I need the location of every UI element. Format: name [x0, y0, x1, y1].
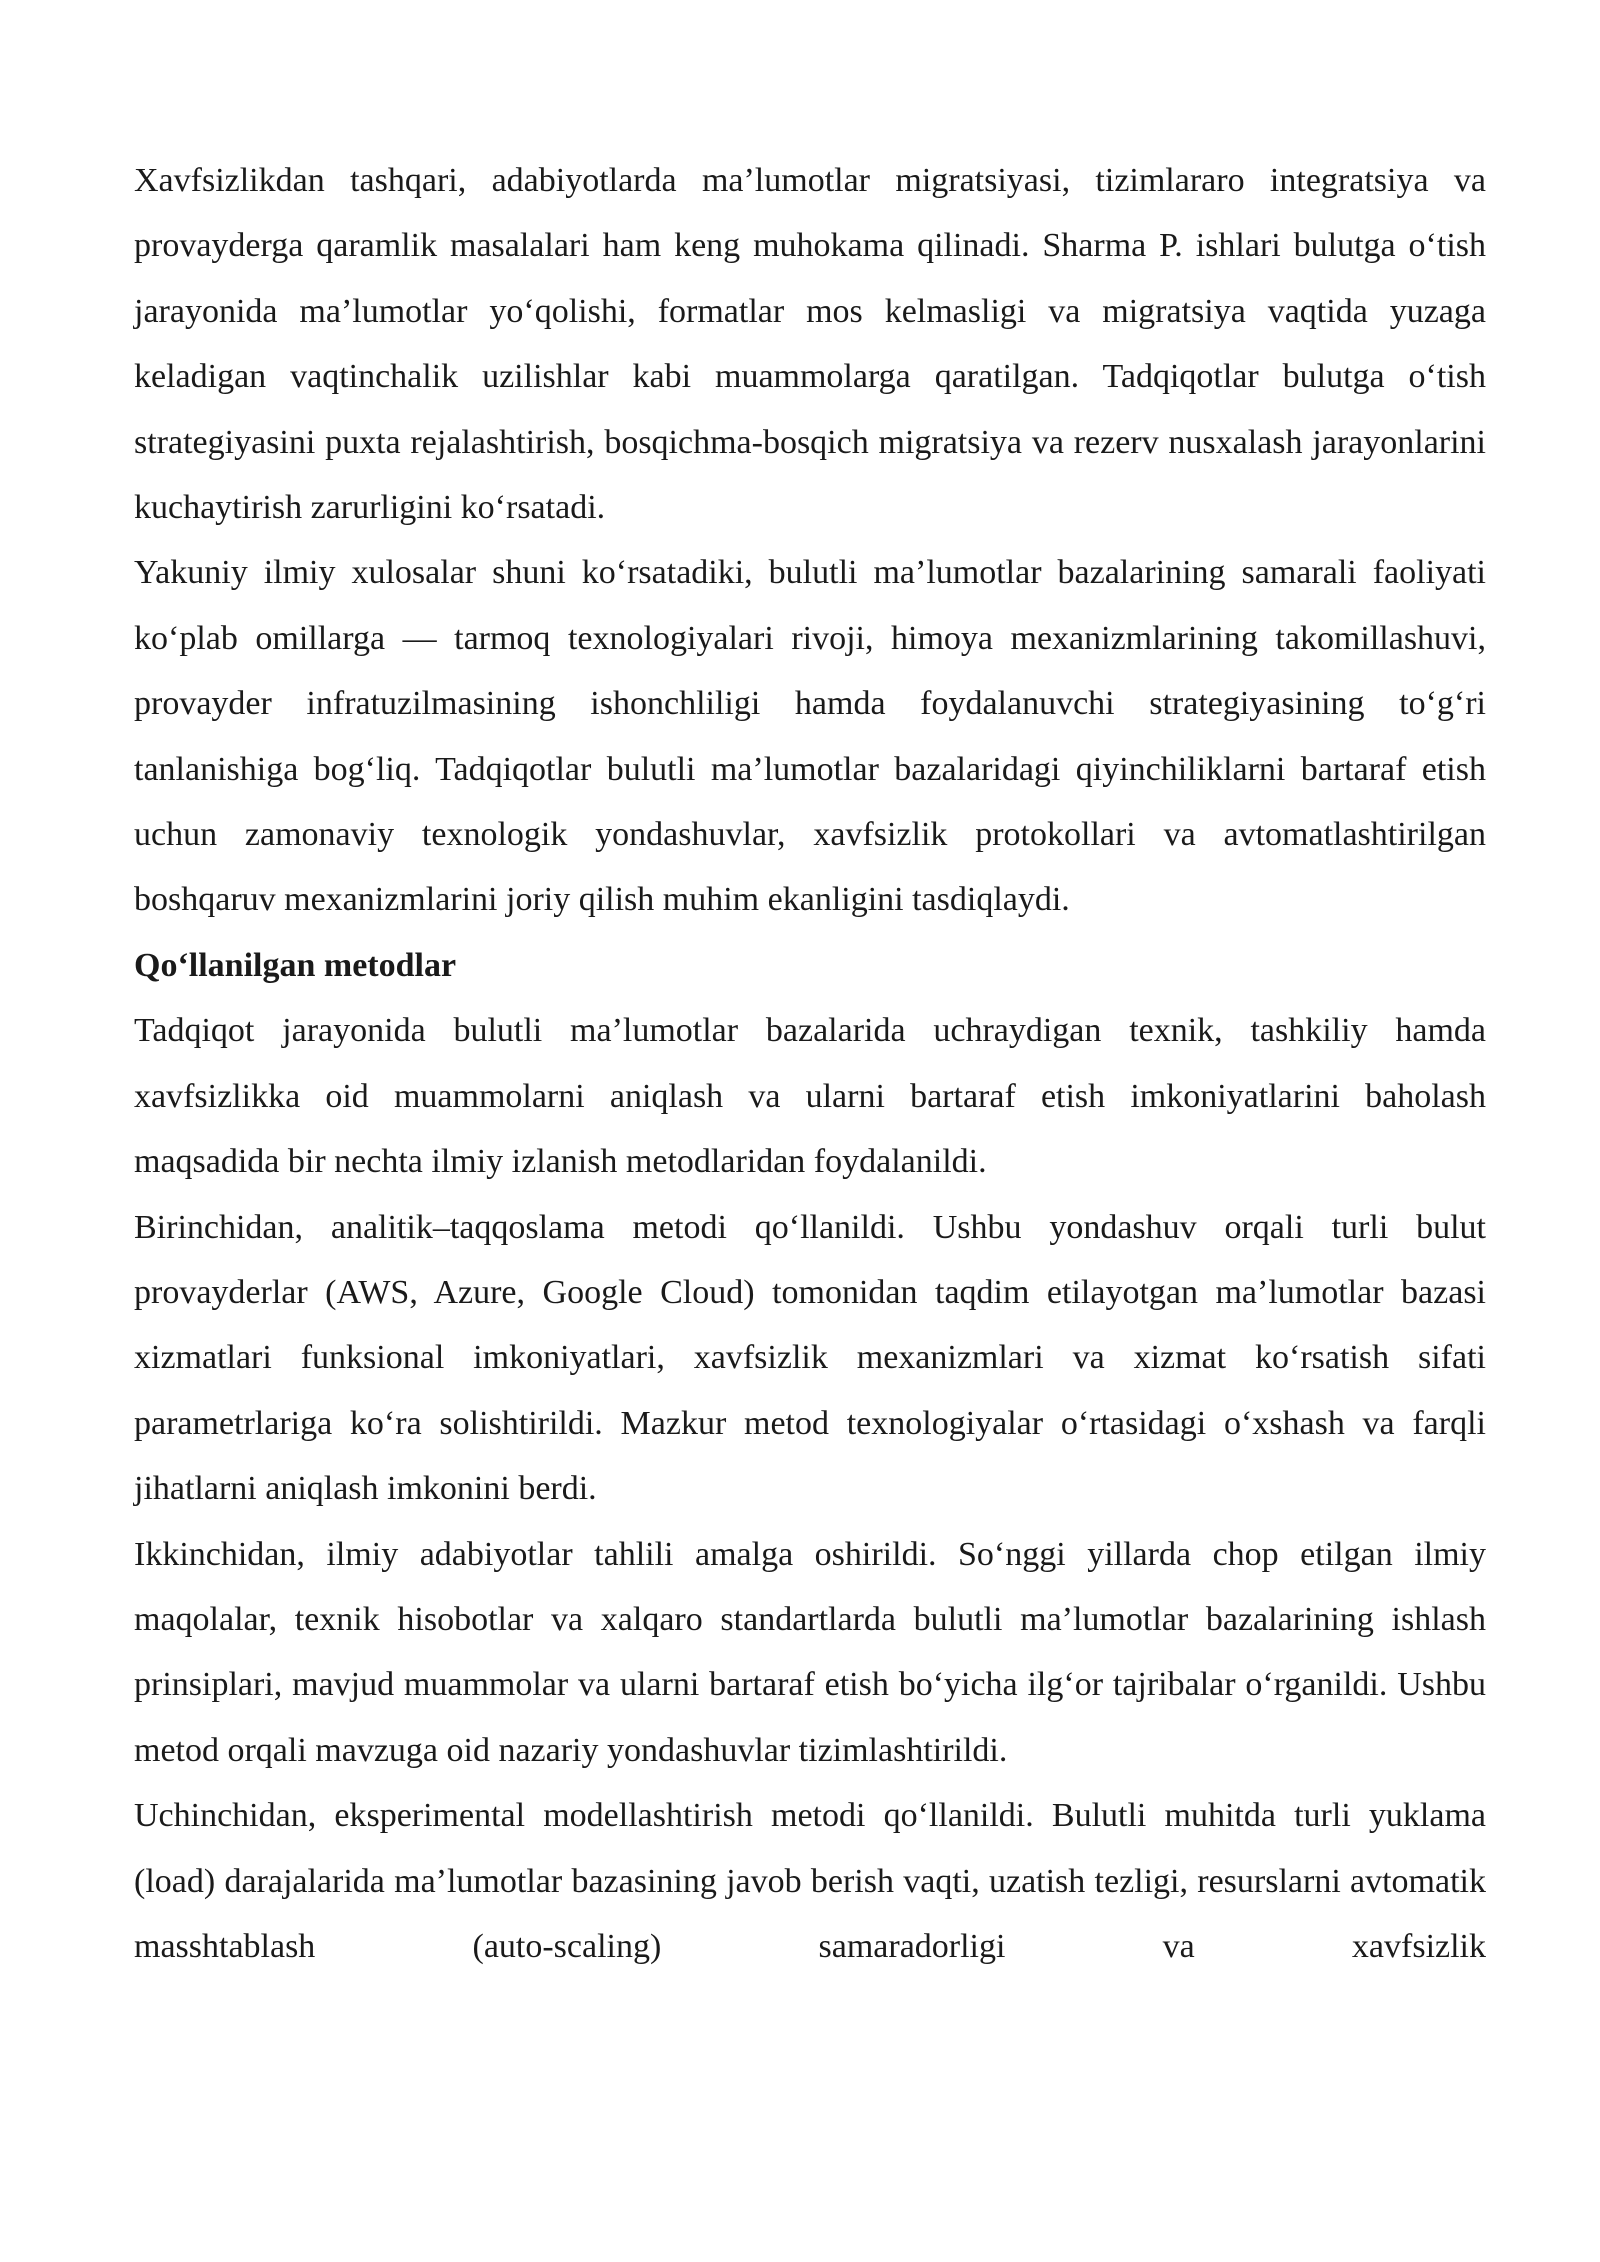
- document-body: [134, 148, 1486, 1979]
- paragraph-method-comparative: Birinchidan, analitik–taqqoslama metodi qo‘llanildi. Ushbu yondashuv orqali turli bulut provayderlar (AWS, Azure, Google Cloud) tomonidan taqdim etilayotgan ma’lumotlar bazasi xizmatlari funksional imkoniyatlari, xavfsizlik mexanizmlari va xizmat ko‘rsatish sifati parametrlariga ko‘ra solishtirildi. Mazkur metod texnologiyalar o‘rtasidagi o‘xshash va farqli jihatlarni aniqlash imkonini berdi.: [134, 1208, 1486, 1508]
- paragraph-method-literature: Ikkinchidan, ilmiy adabiyotlar tahlili amalga oshirildi. So‘nggi yillarda chop etilgan ilmiy maqolalar, texnik hisobotlar va xalqaro standartlarda bulutli ma’lumotlar bazalarining ishlash prinsiplari, mavjud muammolar va ularni bartaraf etish bo‘yicha ilg‘or tajribalar o‘rganildi. Ushbu metod orqali mavzuga oid nazariy yondashuvlar tizimlashtirildi.: [134, 1535, 1486, 1769]
- paragraph-migration: Xavfsizlikdan tashqari, adabiyotlarda ma’lumotlar migratsiyasi, tizimlararo integratsiya va provayderga qaramlik masalalari ham keng muhokama qilinadi. Sharma P. ishlari bulutga o‘tish jarayonida ma’lumotlar yo‘qolishi, formatlar mos kelmasligi va migratsiya vaqtida yuzaga keladigan vaqtinchalik uzilishlar kabi muammolarga qaratilgan. Tadqiqotlar bulutga o‘tish strategiyasini puxta rejalashtirish, bosqichma-bosqich migratsiya va rezerv nusxalash jarayonlarini kuchaytirish zarurligini ko‘rsatadi.: [134, 162, 1486, 527]
- section-heading-methods: Qo‘llanilgan metodlar: [134, 946, 457, 984]
- paragraph-conclusions: Yakuniy ilmiy xulosalar shuni ko‘rsatadiki, bulutli ma’lumotlar bazalarining samarali faoliyati ko‘plab omillarga — tarmoq texnologiyalari rivoji, himoya mexanizmlarining takomillashuvi, provayder infratuzilmasining ishonchliligi hamda foydalanuvchi strategiyasining to‘g‘ri tanlanishiga bog‘liq. Tadqiqotlar bulutli ma’lumotlar bazalaridagi qiyinchiliklarni bartaraf etish uchun zamonaviy texnologik yondashuvlar, xavfsizlik protokollari va avtomatlashtirilgan boshqaruv mexanizmlarini joriy qilish muhim ekanligini tasdiqlaydi.: [134, 554, 1486, 919]
- paragraph-method-experimental: Uchinchidan, eksperimental modellashtirish metodi qo‘llanildi. Bulutli muhitda turli yuklama (load) darajalarida ma’lumotlar bazasining javob berish vaqti, uzatish tezligi, resurslarni avtomatik masshtablash (auto-scaling) samaradorligi va xavfsizlik: [134, 1797, 1486, 1965]
- paragraph-methods-intro: Tadqiqot jarayonida bulutli ma’lumotlar bazalarida uchraydigan texnik, tashkiliy hamda xavfsizlikka oid muammolarni aniqlash va ularni bartaraf etish imkoniyatlarini baholash maqsadida bir nechta ilmiy izlanish metodlaridan foydalanildi.: [134, 1012, 1486, 1181]
